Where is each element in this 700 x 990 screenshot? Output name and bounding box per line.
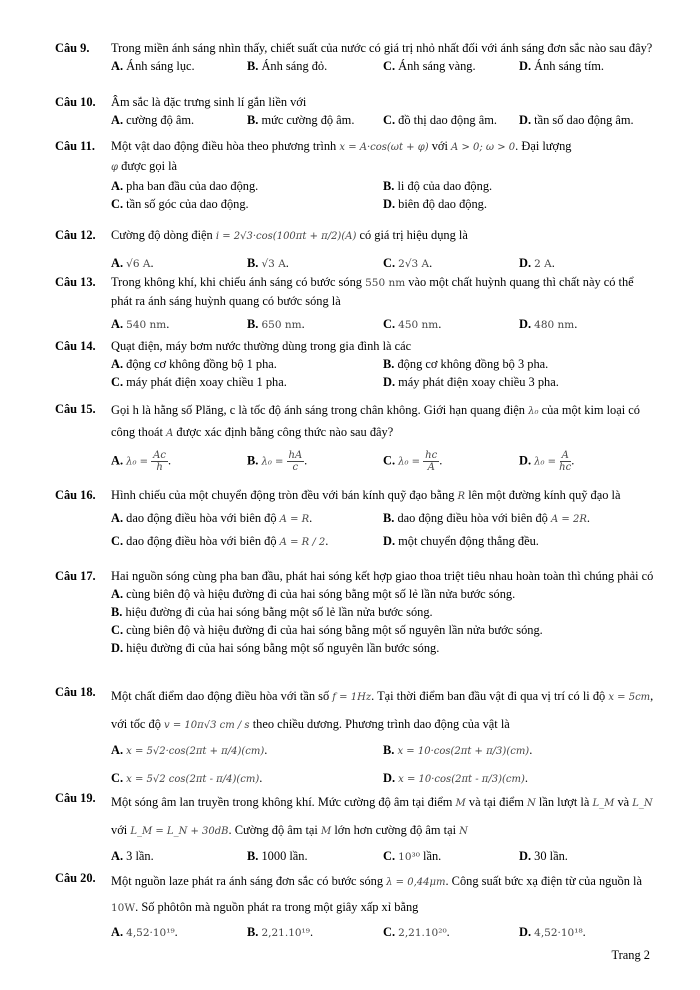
options [111,585,655,657]
options [111,57,655,75]
question-text: Hai nguồn sóng cùng pha ban đầu, phát hai sóng kết hợp giao thoa triệt tiêu nhau hoàn toàn thì chúng phải có [111,569,654,583]
question-text: Hình chiếu của một chuyển động tròn đều với bán kính quỹ đạo bằng R lên một đường kính quỹ đạo là [111,488,621,502]
options [111,254,655,273]
option-a[interactable]: A. λ₀ = $\frac{Ac}{h}$ . [111,450,172,473]
options [111,111,655,129]
option-a[interactable]: A. cường độ âm. [111,113,195,127]
option-a[interactable]: A. x = 5√2·cos(2πt + π/4)(cm). [111,743,268,757]
options [111,923,655,942]
option-c[interactable]: C. máy phát điện xoay chiều 1 pha. [111,375,287,389]
question-20 [55,869,655,942]
option-d[interactable]: D. hiệu đường đi của hai sóng bằng một số nguyên lần bước sóng. [111,641,440,655]
question-9 [55,39,655,75]
option-d[interactable]: D. Ánh sáng tím. [519,59,605,73]
question-text: Gọi h là hằng số Plăng, c là tốc độ ánh sáng trong chân không. Giới hạn quang điện λ₀ của một kim loại có công thoát A được xác định bằng công thức nào sau đây? [111,403,640,439]
question-15 [55,400,655,473]
option-b[interactable]: B. 2,21.10¹⁹. [247,925,314,939]
option-a[interactable]: A. Ánh sáng lục. [111,59,195,73]
option-d[interactable]: D. 2 A. [519,256,555,270]
option-d[interactable]: D. máy phát điện xoay chiều 3 pha. [383,375,559,389]
question-19 [55,789,655,866]
question-number: Câu 11. [55,139,95,153]
question-18 [55,683,655,789]
option-c[interactable]: C. 2,21.10²⁰. [383,925,450,939]
options [111,509,655,529]
option-a[interactable]: A. 3 lần. [111,849,154,863]
option-b[interactable]: B. dao động điều hòa với biên độ A = 2R. [383,511,590,525]
question-number: Câu 19. [55,791,96,805]
question-16 [55,486,655,552]
option-b[interactable]: B. √3 A. [247,256,289,270]
option-c[interactable]: C. đồ thị dao động âm. [383,113,497,127]
options [111,177,655,195]
option-a[interactable]: A. pha ban đầu của dao động. [111,179,259,193]
option-c[interactable]: C. 450 nm. [383,317,442,331]
option-d[interactable]: D. x = 10·cos(2πt - π/3)(cm). [383,771,528,785]
question-text: Một nguồn laze phát ra ánh sáng đơn sắc có bước sóng λ = 0,44μm. Công suất bức xạ điện từ của nguồn là 10W. Số phôtôn mà nguồn phát ra trong một giây xấp xỉ bằng [111,874,642,914]
option-c[interactable]: C. dao động điều hòa với biên độ A = R / 2. [111,534,329,548]
options [111,847,655,866]
question-number: Câu 18. [55,685,96,699]
question-number: Câu 17. [55,569,96,583]
question-12 [55,226,655,273]
options [111,450,655,473]
option-a[interactable]: A. √6 A. [111,256,154,270]
question-text: Trong miền ánh sáng nhìn thấy, chiết suất của nước có giá trị nhỏ nhất đối với ánh sáng đơn sắc nào sau đây? [111,41,653,55]
question-11 [55,137,655,213]
question-14 [55,337,655,391]
option-b[interactable]: B. 650 nm. [247,317,305,331]
option-b[interactable]: B. 1000 lần. [247,849,308,863]
question-10 [55,93,655,129]
option-c[interactable]: C. tần số góc của dao động. [111,197,249,211]
option-d[interactable]: D. một chuyển động thẳng đều. [383,534,539,548]
question-number: Câu 13. [55,275,96,289]
question-text: Một chất điểm dao động điều hòa với tần số f = 1Hz. Tại thời điểm ban đầu vật đi qua vị trí có li độ x = 5cm, với tốc độ v = 10π√3 cm / s theo chiều dương. Phương trình dao động của vật là [111,689,654,731]
option-c[interactable]: C. Ánh sáng vàng. [383,59,476,73]
question-13 [55,273,655,334]
option-b[interactable]: B. x = 10·cos(2πt + π/3)(cm). [383,743,533,757]
options [111,741,655,761]
option-a[interactable]: A. 540 nm. [111,317,170,331]
question-number: Câu 9. [55,41,90,55]
question-number: Câu 16. [55,488,96,502]
question-number: Câu 14. [55,339,96,353]
question-text: Cường độ dòng điện i = 2√3·cos(100πt + π/2)(A) có giá trị hiệu dụng là [111,228,468,242]
option-d[interactable]: D. biên độ dao động. [383,197,487,211]
options [111,315,655,334]
question-text: Âm sắc là đặc trưng sinh lí gắn liền với [111,95,307,109]
question-number: Câu 12. [55,228,96,242]
question-text: Một sóng âm lan truyền trong không khí. Mức cường độ âm tại điểm M và tại điểm N lần lượt là L_M và L_N với L_M = L_N + 30dB. Cường độ âm tại M lớn hơn cường độ âm tại N [111,795,653,837]
option-b[interactable]: B. động cơ không đồng bộ 3 pha. [383,357,549,371]
option-c[interactable]: C. 2√3 A. [383,256,433,270]
question-number: Câu 10. [55,95,96,109]
option-d[interactable]: D. 30 lần. [519,849,568,863]
question-text: Một vật dao động điều hòa theo phương trình x = A·cos(ωt + φ) với A > 0; ω > 0. Đại lượng φ được gọi là [111,139,572,173]
option-d[interactable]: D. 4,52·10¹⁸. [519,925,586,939]
option-a[interactable]: A. 4,52·10¹⁹. [111,925,178,939]
question-text: Quạt điện, máy bơm nước thường dùng trong gia đình là các [111,339,412,353]
option-c[interactable]: C. cùng biên độ và hiệu đường đi của hai sóng bằng một số nguyên lần nửa bước sóng. [111,623,543,637]
page-number: Trang 2 [611,948,650,962]
option-b[interactable]: B. hiệu đường đi của hai sóng bằng một số lẻ lần nửa bước sóng. [111,605,433,619]
option-a[interactable]: A. động cơ không đồng bộ 1 pha. [111,357,277,371]
option-a[interactable]: A. dao động điều hòa với biên độ A = R. [111,511,313,525]
option-d[interactable]: D. 480 nm. [519,317,578,331]
option-d[interactable]: D. λ₀ = $\frac{A}{hc}$ . [519,450,575,473]
options [111,355,655,373]
option-a[interactable]: A. cùng biên độ và hiệu đường đi của hai sóng bằng một số lẻ lần nửa bước sóng. [111,587,516,601]
option-b[interactable]: B. li độ của dao động. [383,179,493,193]
question-number: Câu 20. [55,871,96,885]
question-17 [55,567,655,657]
question-number: Câu 15. [55,402,96,416]
option-c[interactable]: C. λ₀ = $\frac{hc}{A}$ . [383,450,443,473]
option-b[interactable]: B. mức cường độ âm. [247,113,355,127]
option-c[interactable]: C. x = 5√2 cos(2πt - π/4)(cm). [111,771,263,785]
question-text: Trong không khí, khi chiếu ánh sáng có bước sóng 550 nm vào một chất huỳnh quang thì chất này có thể phát ra ánh sáng huỳnh quang có bước sóng là [111,275,634,308]
option-b[interactable]: B. λ₀ = $\frac{hA}{c}$ . [247,450,308,473]
option-b[interactable]: B. Ánh sáng đỏ. [247,59,328,73]
option-d[interactable]: D. tần số dao động âm. [519,113,634,127]
option-c[interactable]: C. 10³⁰ lần. [383,849,442,863]
